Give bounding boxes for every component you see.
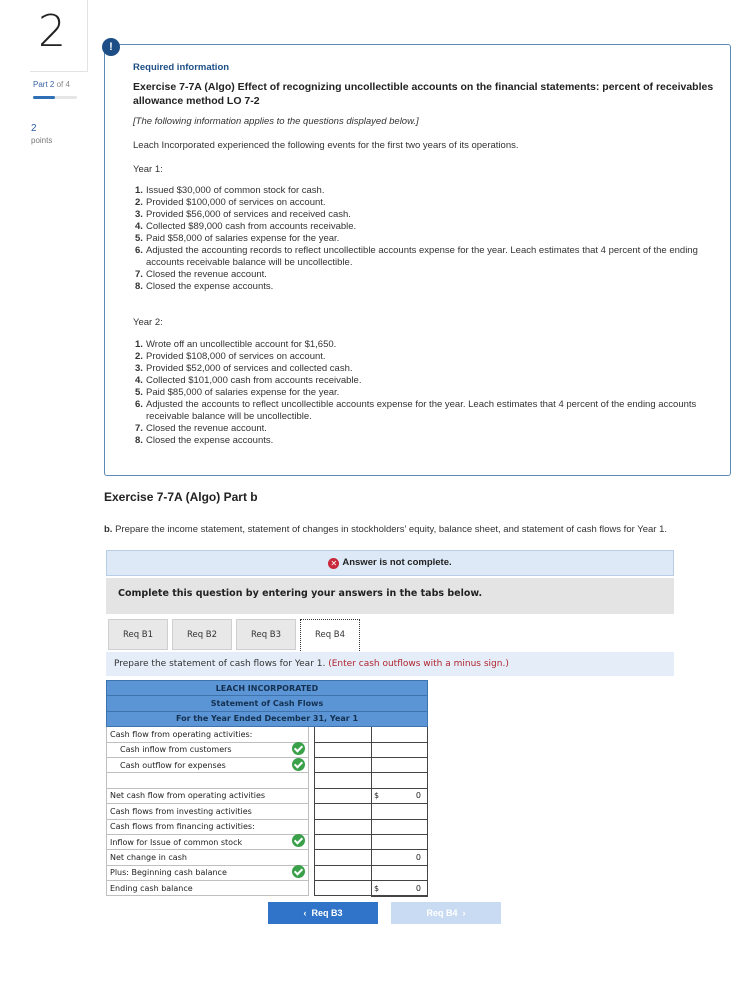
required-information-heading: Required information xyxy=(133,62,230,73)
list-item xyxy=(135,435,705,447)
correct-check-icon xyxy=(292,865,305,878)
answer-status-text: Answer is not complete. xyxy=(342,557,452,568)
event-text: Paid $58,000 of salaries expense for the year. xyxy=(146,233,340,244)
row-label-net-change: Net change in cash xyxy=(107,850,309,865)
event-text: Wrote off an uncollectible account for $1,650. xyxy=(146,339,337,350)
row-label-net-op: Net cash flow from operating activities xyxy=(107,788,309,803)
event-number: 8. xyxy=(135,435,143,446)
input-net-change[interactable] xyxy=(315,850,372,865)
table-row xyxy=(107,865,428,880)
event-number: 7. xyxy=(135,423,143,434)
list-item xyxy=(135,185,705,197)
list-item xyxy=(135,233,705,245)
row-label-inflow-stock: Inflow for Issue of common stock xyxy=(107,834,309,849)
table-row xyxy=(107,834,428,849)
row-label-cash-outflow: Cash outflow for expenses xyxy=(107,757,309,772)
value-net-change[interactable]: 0 xyxy=(372,850,428,865)
tab-instruction: Prepare the statement of cash flows for Year 1. xyxy=(114,659,326,669)
net-op-value: 0 xyxy=(415,791,421,801)
event-text: Paid $85,000 of salaries expense for the year. xyxy=(146,387,340,398)
answer-status-banner xyxy=(106,550,674,576)
event-number: 3. xyxy=(135,363,143,374)
tab-req-b2[interactable]: Req B2 xyxy=(172,619,232,650)
event-number: 1. xyxy=(135,185,143,196)
list-item xyxy=(135,209,705,221)
row-label-investing: Cash flows from investing activities xyxy=(107,804,309,819)
correct-check-icon xyxy=(292,834,305,847)
table-row xyxy=(107,742,428,757)
row-label-cash-inflow: Cash inflow from customers xyxy=(107,742,309,757)
tab-req-b1[interactable]: Req B1 xyxy=(108,619,168,650)
event-number: 4. xyxy=(135,221,143,232)
event-number: 1. xyxy=(135,339,143,350)
table-row xyxy=(107,757,428,772)
partb-question xyxy=(104,524,667,535)
alert-icon: ! xyxy=(102,38,120,56)
event-text: Closed the revenue account. xyxy=(146,269,267,280)
tab-instruction-bar xyxy=(106,652,674,676)
list-item xyxy=(135,351,705,363)
partb-question-prefix: b. xyxy=(104,524,113,535)
error-x-icon: ✕ xyxy=(328,558,339,569)
chevron-left-icon: ‹ xyxy=(303,908,307,918)
row-label-beginning: Plus: Beginning cash balance xyxy=(107,865,309,880)
event-text: Provided $100,000 of services on account. xyxy=(146,197,326,208)
list-item xyxy=(135,221,705,233)
part-of: of 4 xyxy=(56,80,70,89)
input-financing-header-total[interactable] xyxy=(372,819,428,834)
input-cash-inflow[interactable] xyxy=(315,742,372,757)
points-value: 2 xyxy=(31,123,37,134)
cash-flow-statement-table xyxy=(106,680,428,897)
table-row xyxy=(107,773,428,788)
part-progress-bar xyxy=(33,96,77,99)
event-number: 3. xyxy=(135,209,143,220)
part-progress-fill xyxy=(33,96,55,99)
tab-req-b3[interactable]: Req B3 xyxy=(236,619,296,650)
exercise-title: Exercise 7-7A (Algo) Effect of recognizing uncollectible accounts on the financial statements: percent of receivables allowance method LO 7-2 xyxy=(133,81,714,107)
event-number: 4. xyxy=(135,375,143,386)
part-current: 2 xyxy=(49,80,55,89)
correct-check-icon xyxy=(292,758,305,771)
list-item xyxy=(135,269,705,281)
event-text: Adjusted the accounts to reflect uncollectible accounts expense for the year. Leach estimates that 4 percent of the ending accounts receivable balance will be uncollectible. xyxy=(146,399,697,422)
event-number: 5. xyxy=(135,387,143,398)
table-row xyxy=(107,819,428,834)
input-inflow-stock[interactable] xyxy=(315,834,372,849)
part-indicator xyxy=(33,80,70,89)
event-text: Adjusted the accounting records to reflect uncollectible accounts expense for the year. Leach estimates that 4 percent of the ending accounts receivable balance will be uncollectible. xyxy=(146,245,698,268)
row-label-ending: Ending cash balance xyxy=(107,881,309,896)
input-op-header[interactable] xyxy=(315,727,372,742)
next-req-label: Req B4 xyxy=(426,908,458,918)
year2-label: Year 2: xyxy=(133,317,163,328)
input-investing-total[interactable] xyxy=(372,804,428,819)
event-text: Issued $30,000 of common stock for cash. xyxy=(146,185,325,196)
list-item xyxy=(135,197,705,209)
tab-instruction-note: (Enter cash outflows with a minus sign.) xyxy=(328,659,509,669)
intro-text: Leach Incorporated experienced the following events for the first two years of its operations. xyxy=(133,140,519,151)
prev-req-label: Req B3 xyxy=(311,908,343,918)
event-number: 6. xyxy=(135,399,143,410)
input-cash-outflow[interactable] xyxy=(315,757,372,772)
event-text: Closed the revenue account. xyxy=(146,423,267,434)
input-op-header-total[interactable] xyxy=(372,727,428,742)
requirement-tabs xyxy=(108,619,364,651)
table-row xyxy=(107,881,428,896)
input-ending[interactable] xyxy=(315,881,372,896)
list-item xyxy=(135,363,705,375)
statement-company: LEACH INCORPORATED xyxy=(107,681,428,696)
year1-event-list xyxy=(135,185,705,293)
list-item xyxy=(135,423,705,435)
tab-req-b4[interactable]: Req B4 xyxy=(300,619,360,651)
row-label-op-header: Cash flow from operating activities: xyxy=(107,727,309,742)
year2-event-list xyxy=(135,339,705,447)
chevron-right-icon: › xyxy=(462,908,466,918)
input-cash-inflow-total[interactable] xyxy=(372,742,428,757)
input-blank-total[interactable] xyxy=(372,773,428,788)
input-cash-outflow-total[interactable] xyxy=(372,757,428,772)
next-req-button[interactable] xyxy=(391,902,501,924)
question-number: 2 xyxy=(38,6,66,57)
event-text: Provided $56,000 of services and received cash. xyxy=(146,209,351,220)
list-item xyxy=(135,399,705,423)
event-text: Collected $101,000 cash from accounts receivable. xyxy=(146,375,362,386)
complete-instruction: Complete this question by entering your answers in the tabs below. xyxy=(118,588,483,599)
event-number: 6. xyxy=(135,245,143,256)
partb-question-text: Prepare the income statement, statement of changes in stockholders' equity, balance sheet, and statement of cash flows for Year 1. xyxy=(115,524,667,535)
table-row xyxy=(107,788,428,803)
list-item xyxy=(135,339,705,351)
year1-label: Year 1: xyxy=(133,164,163,175)
event-text: Collected $89,000 cash from accounts receivable. xyxy=(146,221,357,232)
event-number: 5. xyxy=(135,233,143,244)
input-beginning-total[interactable] xyxy=(372,865,428,880)
list-item xyxy=(135,245,705,269)
event-text: Closed the expense accounts. xyxy=(146,435,274,446)
input-investing[interactable] xyxy=(315,804,372,819)
statement-period: For the Year Ended December 31, Year 1 xyxy=(107,711,428,726)
event-number: 2. xyxy=(135,351,143,362)
input-beginning[interactable] xyxy=(315,865,372,880)
ending-dollar-sign: $ xyxy=(374,883,380,893)
list-item xyxy=(135,375,705,387)
event-number: 7. xyxy=(135,269,143,280)
partb-title: Exercise 7-7A (Algo) Part b xyxy=(104,490,258,504)
input-net-op[interactable] xyxy=(315,788,372,803)
part-prefix: Part xyxy=(33,80,48,89)
value-ending[interactable] xyxy=(372,881,428,896)
value-net-op[interactable] xyxy=(372,788,428,803)
info-note: [The following information applies to the questions displayed below.] xyxy=(133,116,419,127)
points-label: points xyxy=(31,136,53,145)
table-row xyxy=(107,727,428,742)
row-label-blank[interactable] xyxy=(107,773,309,788)
prev-req-button[interactable] xyxy=(268,902,378,924)
input-financing-header[interactable] xyxy=(315,819,372,834)
instruction-box xyxy=(106,578,674,614)
input-inflow-stock-total[interactable] xyxy=(372,834,428,849)
ending-value: 0 xyxy=(415,883,421,893)
table-row xyxy=(107,804,428,819)
event-text: Provided $108,000 of services on account. xyxy=(146,351,326,362)
event-number: 8. xyxy=(135,281,143,292)
table-row xyxy=(107,850,428,865)
row-label-financing-header: Cash flows from financing activities: xyxy=(107,819,309,834)
input-blank[interactable] xyxy=(315,773,372,788)
list-item xyxy=(135,281,705,293)
list-item xyxy=(135,387,705,399)
event-number: 2. xyxy=(135,197,143,208)
event-text: Closed the expense accounts. xyxy=(146,281,274,292)
event-text: Provided $52,000 of services and collected cash. xyxy=(146,363,353,374)
statement-name: Statement of Cash Flows xyxy=(107,696,428,711)
net-op-dollar-sign: $ xyxy=(374,791,380,801)
correct-check-icon xyxy=(292,742,305,755)
